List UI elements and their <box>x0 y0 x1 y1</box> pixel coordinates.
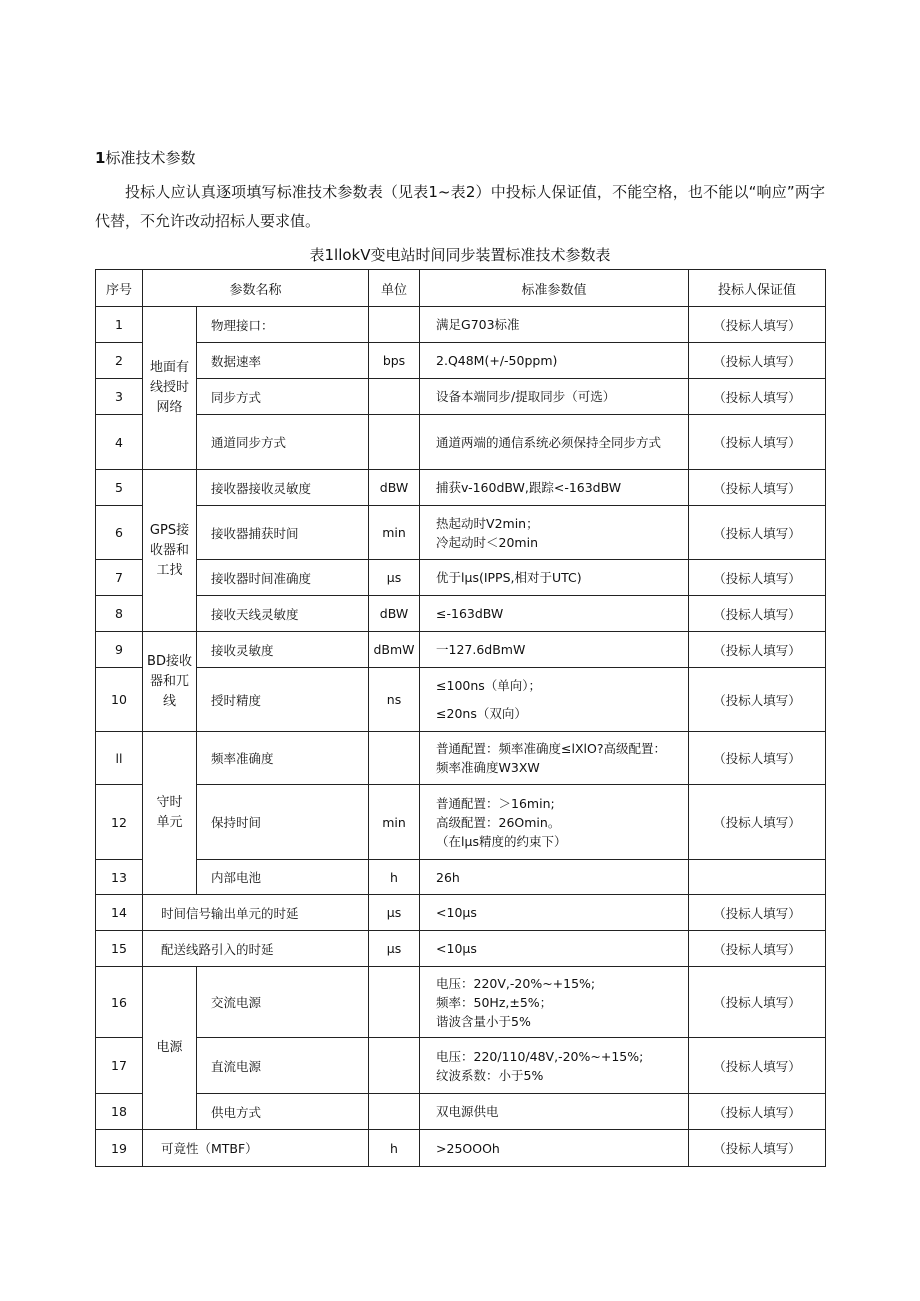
row-unit: min <box>369 506 420 560</box>
section-heading <box>95 147 195 168</box>
row-std: 一127.6dBmW <box>420 632 689 668</box>
row-std: 满足G703标准 <box>420 307 689 343</box>
row-std: <10μs <box>420 895 689 931</box>
col-header-bid: 投标人保证值 <box>689 270 826 307</box>
row-no: 13 <box>96 860 143 895</box>
row-no: 3 <box>96 379 143 415</box>
table-row <box>96 560 826 596</box>
row-unit <box>369 732 420 785</box>
row-unit <box>369 379 420 415</box>
row-name: 接收天线灵敏度 <box>197 596 369 632</box>
row-unit: dBmW <box>369 632 420 668</box>
row-no: 10 <box>96 668 143 732</box>
row-name: 同步方式 <box>197 379 369 415</box>
row-unit: dBW <box>369 470 420 506</box>
row-no: 6 <box>96 506 143 560</box>
row-name: 保持时间 <box>197 785 369 860</box>
row-bid: （投标人填写） <box>689 967 826 1038</box>
row-no: ll <box>96 732 143 785</box>
group-label: 守时 单元 <box>143 732 197 895</box>
row-bid: （投标人填写） <box>689 895 826 931</box>
table-row <box>96 1094 826 1130</box>
row-bid: （投标人填写） <box>689 307 826 343</box>
section-number: 1 <box>95 149 106 167</box>
row-unit: μs <box>369 895 420 931</box>
row-std: >25OOOh <box>420 1130 689 1167</box>
row-unit: min <box>369 785 420 860</box>
row-name: 时间信号输出单元的时延 <box>143 895 369 931</box>
row-bid: （投标人填写） <box>689 470 826 506</box>
row-bid <box>689 860 826 895</box>
row-name: 接收灵敏度 <box>197 632 369 668</box>
row-unit: bps <box>369 343 420 379</box>
group-label: 电源 <box>143 967 197 1130</box>
intro-paragraph: 投标人应认真逐项填写标准技术参数表（见表1~表2）中投标人保证值，不能空格，也不能以“响应”两字代替，不允许改动招标人要求值。 <box>95 183 825 230</box>
row-bid: （投标人填写） <box>689 506 826 560</box>
row-name: 配送线路引入的时延 <box>143 931 369 967</box>
row-no: 8 <box>96 596 143 632</box>
row-unit: h <box>369 860 420 895</box>
row-unit <box>369 967 420 1038</box>
row-no: 2 <box>96 343 143 379</box>
row-std: 电压：220V,-20%~+15%; 频率：50Hz,±5%； 谐波含量小于5% <box>420 967 689 1038</box>
col-header-std: 标准参数值 <box>420 270 689 307</box>
table-row <box>96 506 826 560</box>
table-row <box>96 668 826 732</box>
row-name: 接收器接收灵敏度 <box>197 470 369 506</box>
spec-table <box>95 269 826 1167</box>
row-name: 接收器捕获时间 <box>197 506 369 560</box>
row-unit <box>369 1038 420 1094</box>
row-no: 16 <box>96 967 143 1038</box>
group-label: 地面有 线授时 网络 <box>143 307 197 470</box>
table-row <box>96 931 826 967</box>
table-caption: 表1llokV变电站时间同步装置标准技术参数表 <box>309 246 611 264</box>
row-std: 优于lμs(IPPS,相对于UTC) <box>420 560 689 596</box>
row-std: 普通配置：＞16min; 高级配置：26Omin。 （在lμs精度的约束下） <box>420 785 689 860</box>
row-name: 直流电源 <box>197 1038 369 1094</box>
table-row <box>96 860 826 895</box>
row-name: 供电方式 <box>197 1094 369 1130</box>
table-row <box>96 343 826 379</box>
table-row <box>96 379 826 415</box>
row-bid: （投标人填写） <box>689 1094 826 1130</box>
table-header-row <box>96 270 826 307</box>
row-no: 5 <box>96 470 143 506</box>
table-row <box>96 596 826 632</box>
row-unit: h <box>369 1130 420 1167</box>
col-header-unit: 单位 <box>369 270 420 307</box>
row-name: 接收器时间准确度 <box>197 560 369 596</box>
col-header-no: 序号 <box>96 270 143 307</box>
group-label: BD接收 器和兀 线 <box>143 632 197 732</box>
table-row <box>96 632 826 668</box>
table-row <box>96 732 826 785</box>
row-std: 26h <box>420 860 689 895</box>
row-unit: ns <box>369 668 420 732</box>
row-std: 设备本端同步/提取同步（可选） <box>420 379 689 415</box>
row-bid: （投标人填写） <box>689 1130 826 1167</box>
row-name: 授时精度 <box>197 668 369 732</box>
table-row <box>96 1130 826 1167</box>
table-row <box>96 1038 826 1094</box>
row-unit <box>369 307 420 343</box>
row-std: 普通配置：频率准确度≤lXlO?高级配置： 频率准确度W3XW <box>420 732 689 785</box>
row-std: 通道两端的通信系统必须保持全同步方式 <box>420 415 689 470</box>
row-no: 19 <box>96 1130 143 1167</box>
row-std: 电压：220∕110∕48V,-20%~+15%; 纹波系数：小于5% <box>420 1038 689 1094</box>
row-std: 双电源供电 <box>420 1094 689 1130</box>
group-label: GPS接 收器和 工找 <box>143 470 197 632</box>
table-row <box>96 415 826 470</box>
table-row <box>96 470 826 506</box>
row-std: ≤100ns（单向）； ≤20ns（双向） <box>420 668 689 732</box>
row-name: 数据速率 <box>197 343 369 379</box>
row-std: 热起动时V2min； 冷起动时＜20min <box>420 506 689 560</box>
row-bid: （投标人填写） <box>689 379 826 415</box>
row-unit <box>369 415 420 470</box>
table-row <box>96 785 826 860</box>
row-unit: μs <box>369 931 420 967</box>
row-std: ≤-163dBW <box>420 596 689 632</box>
row-std: 2.Q48M(+/-50ppm) <box>420 343 689 379</box>
row-no: 14 <box>96 895 143 931</box>
row-unit: μs <box>369 560 420 596</box>
row-no: 4 <box>96 415 143 470</box>
row-unit <box>369 1094 420 1130</box>
row-bid: （投标人填写） <box>689 931 826 967</box>
row-bid: （投标人填写） <box>689 560 826 596</box>
row-no: 1 <box>96 307 143 343</box>
row-no: 9 <box>96 632 143 668</box>
row-bid: （投标人填写） <box>689 1038 826 1094</box>
row-no: 15 <box>96 931 143 967</box>
table-row <box>96 307 826 343</box>
row-name: 交流电源 <box>197 967 369 1038</box>
row-bid: （投标人填写） <box>689 632 826 668</box>
row-name: 物理接口： <box>197 307 369 343</box>
row-name: 频率准确度 <box>197 732 369 785</box>
row-std: <10μs <box>420 931 689 967</box>
row-bid: （投标人填写） <box>689 668 826 732</box>
row-unit: dBW <box>369 596 420 632</box>
table-row <box>96 967 826 1038</box>
row-bid: （投标人填写） <box>689 415 826 470</box>
row-no: 18 <box>96 1094 143 1130</box>
row-name: 可竟性（MTBF） <box>143 1130 369 1167</box>
row-no: 12 <box>96 785 143 860</box>
row-no: 17 <box>96 1038 143 1094</box>
section-title: 标准技术参数 <box>105 149 196 167</box>
col-header-name: 参数名称 <box>143 270 369 307</box>
row-bid: （投标人填写） <box>689 785 826 860</box>
row-bid: （投标人填写） <box>689 732 826 785</box>
row-bid: （投标人填写） <box>689 343 826 379</box>
row-no: 7 <box>96 560 143 596</box>
row-bid: （投标人填写） <box>689 596 826 632</box>
row-std: 捕获v-160dBW,跟踪<-163dBW <box>420 470 689 506</box>
row-name: 通道同步方式 <box>197 415 369 470</box>
table-row <box>96 895 826 931</box>
row-name: 内部电池 <box>197 860 369 895</box>
